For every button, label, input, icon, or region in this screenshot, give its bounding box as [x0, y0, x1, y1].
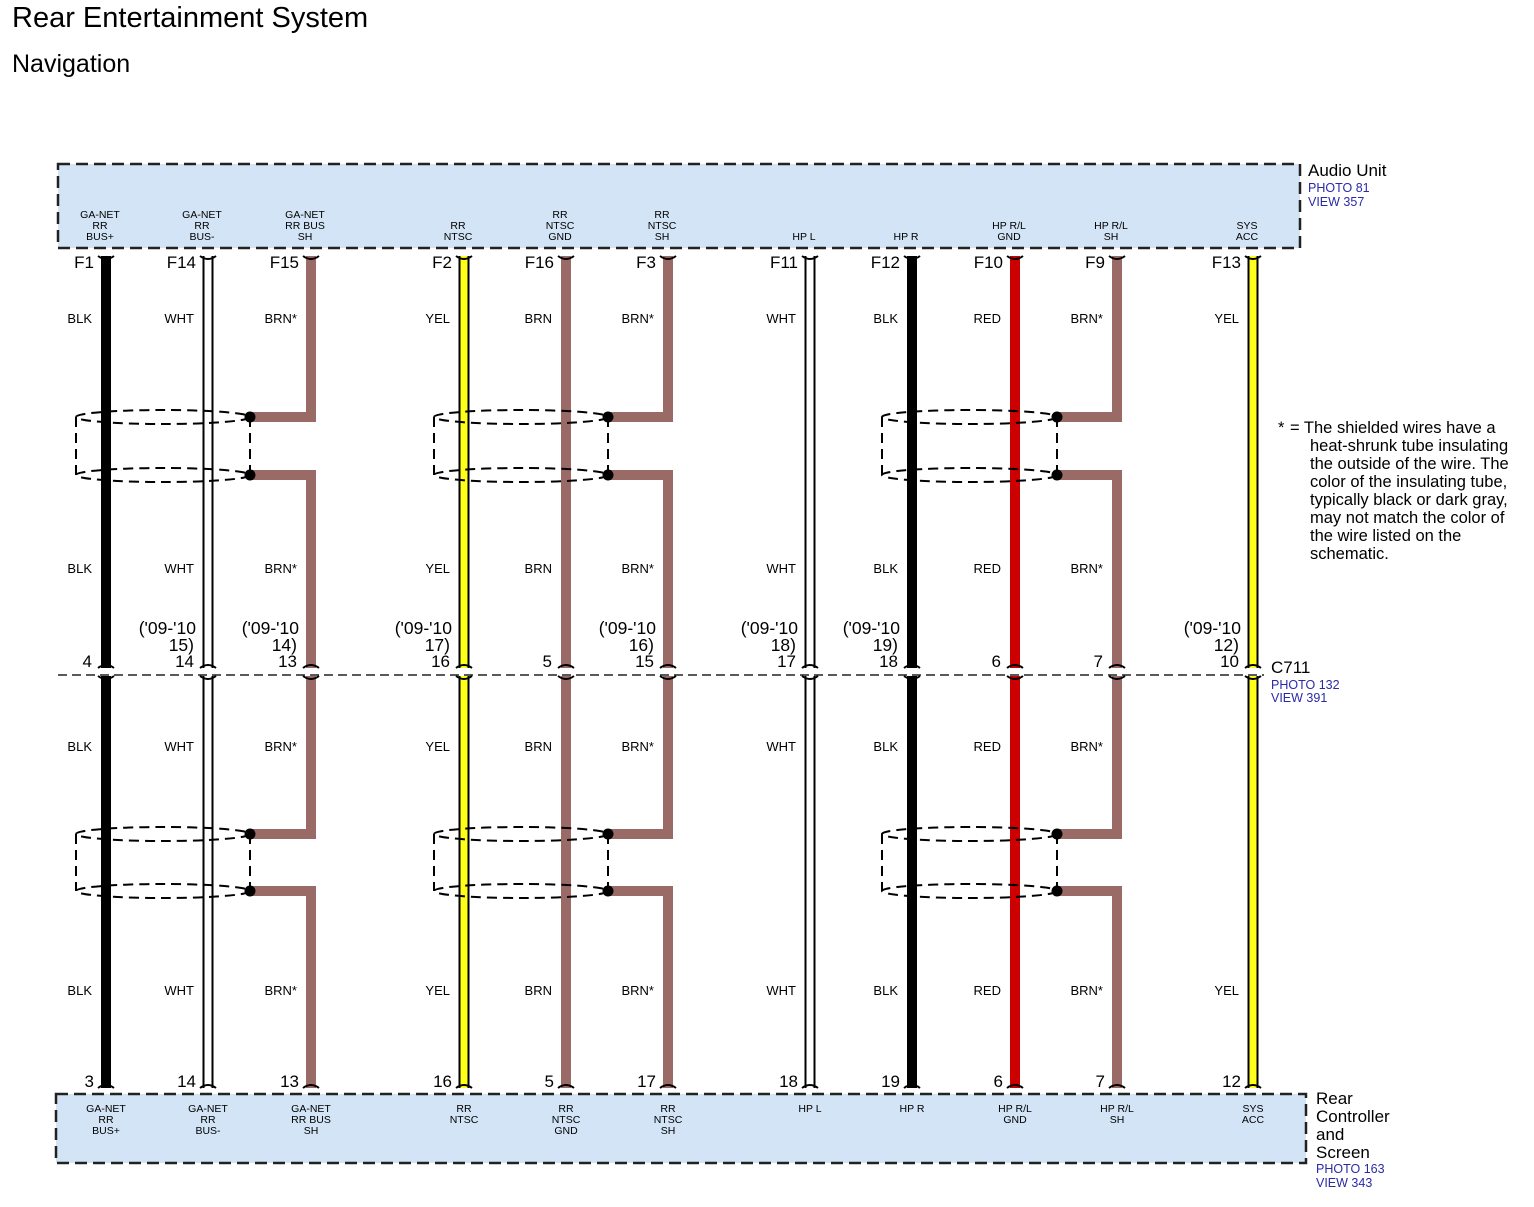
top-function-label: NTSC	[545, 220, 575, 232]
shield-drain-dot	[603, 886, 614, 897]
c711-pin-label: 5	[542, 652, 552, 671]
bottom-pin-label: 18	[779, 1072, 798, 1091]
c711-year-label: 18)	[770, 635, 796, 655]
top-function-label: BUS+	[86, 231, 114, 243]
bottom-function-label: RR	[660, 1103, 676, 1115]
wire-color-label: WHT	[164, 983, 194, 998]
top-function-label: HP R/L	[992, 220, 1026, 232]
top-pin-label: F1	[74, 253, 94, 272]
top-function-label: BUS-	[189, 231, 215, 243]
wire-color-label: BLK	[67, 561, 92, 576]
rear-controller-name-line-2: Controller	[1316, 1107, 1390, 1126]
top-function-label: RR	[92, 220, 108, 232]
top-pin-label: F10	[973, 253, 1003, 272]
wire-color-label: BRN	[524, 311, 552, 326]
bottom-pin-label: 6	[993, 1072, 1003, 1091]
wire-color-label: YEL	[425, 739, 450, 754]
wire-color-label: WHT	[164, 311, 194, 326]
bottom-function-label: HP R/L	[998, 1103, 1032, 1115]
c711-pin-label: 18	[879, 652, 898, 671]
top-function-label: SYS	[1236, 220, 1258, 232]
top-function-label: GND	[997, 231, 1021, 243]
c711-year-label: 17)	[424, 635, 450, 655]
c711-year-label: ('09-'10	[241, 618, 299, 638]
wire-color-label: BRN	[524, 983, 552, 998]
top-pin-label: F13	[1211, 253, 1241, 272]
c711-year-label: 15)	[168, 635, 194, 655]
wire-color-label: YEL	[1214, 983, 1239, 998]
top-function-label: NTSC	[443, 231, 473, 243]
bottom-function-label: NTSC	[653, 1114, 683, 1126]
wire-brn	[250, 676, 311, 834]
note-text: = The shielded wires have a heat-shrunk tube insulating the outside of the wire. The color of the insulating tube, typically black or dark gray, may not match the color of the wire listed on the schematic.	[1290, 419, 1509, 563]
wire-color-label: YEL	[1214, 311, 1239, 326]
wire-color-label: BRN*	[264, 561, 297, 576]
wire-color-label: WHT	[766, 561, 796, 576]
top-function-label: RR	[194, 220, 210, 232]
top-function-label: GA-NET	[182, 209, 222, 221]
bottom-function-label: GND	[554, 1125, 578, 1137]
shield-drain-dot	[245, 829, 256, 840]
note-marker: *	[1278, 419, 1285, 437]
top-function-label: GND	[548, 231, 572, 243]
shielded-wire-note	[1278, 419, 1528, 563]
shield-drain-dot	[1052, 412, 1063, 423]
wire-color-label: BRN*	[264, 311, 297, 326]
wire-color-label: BRN*	[1070, 561, 1103, 576]
c711-photo-link[interactable]: PHOTO 132	[1271, 678, 1340, 692]
c711-pin-label: 15	[635, 652, 654, 671]
bottom-function-label: GA-NET	[188, 1103, 228, 1115]
wire-brn	[250, 256, 311, 417]
bottom-pin-label: 5	[544, 1072, 554, 1091]
top-pin-label: F16	[524, 253, 554, 272]
wire-color-label: RED	[973, 311, 1001, 326]
shield-drain-dot	[603, 829, 614, 840]
bottom-function-label: RR	[558, 1103, 574, 1115]
bottom-function-label: RR	[200, 1114, 216, 1126]
rear-controller-view-link[interactable]: VIEW 343	[1316, 1176, 1373, 1190]
wire-color-label: BRN*	[621, 561, 654, 576]
wire-color-label: BLK	[67, 311, 92, 326]
wire-color-label: BLK	[67, 983, 92, 998]
c711-year-label: ('09-'10	[598, 618, 656, 638]
c711-pin-label: 13	[278, 652, 297, 671]
top-function-label: SH	[1103, 231, 1119, 243]
bottom-function-label: GA-NET	[86, 1103, 126, 1115]
top-function-label: RR	[654, 209, 670, 221]
c711-year-label: ('09-'10	[740, 618, 798, 638]
wire-color-label: BRN	[524, 561, 552, 576]
c711-name: C711	[1271, 658, 1311, 677]
wire-color-label: BRN*	[1070, 739, 1103, 754]
c711-year-label: ('09-'10	[394, 618, 452, 638]
top-function-label: GA-NET	[80, 209, 120, 221]
top-pin-label: F2	[432, 253, 452, 272]
bottom-function-label: ACC	[1241, 1114, 1265, 1126]
bottom-function-label: NTSC	[449, 1114, 479, 1126]
top-pin-label: F15	[269, 253, 299, 272]
c711-year-label: ('09-'10	[138, 618, 196, 638]
c711-year-label: 14)	[271, 635, 297, 655]
wire-color-label: YEL	[425, 561, 450, 576]
bottom-function-label: HP R	[899, 1103, 925, 1115]
top-pin-label: F11	[769, 253, 798, 272]
bottom-pin-label: 3	[84, 1072, 94, 1091]
c711-year-label: ('09-'10	[1183, 618, 1241, 638]
c711-pin-label: 4	[82, 652, 92, 671]
wire-color-label: YEL	[425, 983, 450, 998]
c711-pin-label: 16	[431, 652, 450, 671]
top-pin-label: F14	[166, 253, 196, 272]
top-function-label: HP R/L	[1094, 220, 1128, 232]
shield-drain-dot	[1052, 470, 1063, 481]
wire-color-label: WHT	[164, 739, 194, 754]
bottom-pin-label: 7	[1095, 1072, 1105, 1091]
audio-unit-view-link[interactable]: VIEW 357	[1308, 195, 1365, 209]
rear-controller-name-line-4: Screen	[1316, 1143, 1370, 1162]
c711-year-label: 16)	[628, 635, 654, 655]
top-pin-label: F3	[636, 253, 656, 272]
bottom-function-label: BUS+	[92, 1125, 120, 1137]
page-subtitle: Navigation	[12, 50, 131, 78]
bottom-function-label: HP L	[798, 1103, 822, 1115]
wire-color-label: WHT	[766, 739, 796, 754]
wire-color-label: WHT	[164, 561, 194, 576]
bottom-pin-label: 14	[177, 1072, 196, 1091]
wire-color-label: BLK	[873, 739, 898, 754]
wire-brn	[1057, 256, 1117, 417]
wire-color-label: BRN*	[264, 739, 297, 754]
top-function-label: NTSC	[647, 220, 677, 232]
c711-pin-label: 7	[1093, 652, 1103, 671]
shield-drain-dot	[1052, 829, 1063, 840]
wire-color-label: BLK	[67, 739, 92, 754]
top-pin-label: F12	[870, 253, 900, 272]
bottom-pin-label: 17	[637, 1072, 656, 1091]
top-function-label: SH	[297, 231, 313, 243]
c711-year-label: ('09-'10	[842, 618, 900, 638]
bottom-function-label: SH	[660, 1125, 676, 1137]
bottom-function-label: GA-NET	[291, 1103, 331, 1115]
c711-pin-label: 10	[1220, 652, 1239, 671]
top-function-label: RR BUS	[285, 220, 325, 232]
audio-unit-photo-link[interactable]: PHOTO 81	[1308, 181, 1370, 195]
bottom-pin-label: 12	[1222, 1072, 1241, 1091]
wire-color-label: BRN*	[264, 983, 297, 998]
wire-color-label: BLK	[873, 561, 898, 576]
rear-controller-name-line-1: Rear	[1316, 1089, 1353, 1108]
top-function-label: HP L	[792, 231, 816, 243]
shield-drain-dot	[245, 886, 256, 897]
top-function-label: RR	[552, 209, 568, 221]
c711-pin-label: 17	[777, 652, 796, 671]
top-function-label: SH	[654, 231, 670, 243]
bottom-function-label: RR BUS	[291, 1114, 331, 1126]
rear-controller-name-line-3: and	[1316, 1125, 1345, 1144]
c711-year-label: 19)	[872, 635, 898, 655]
c711-pin-label: 14	[175, 652, 194, 671]
shield-drain-dot	[245, 470, 256, 481]
bottom-function-label: HP R/L	[1100, 1103, 1134, 1115]
shield-drain-dot	[603, 470, 614, 481]
shield-drain-dot	[1052, 886, 1063, 897]
wire-brn	[608, 676, 668, 834]
c711-view-link[interactable]: VIEW 391	[1271, 691, 1328, 705]
wire-brn	[1057, 676, 1117, 834]
bottom-function-label: RR	[98, 1114, 114, 1126]
wire-color-label: BRN	[524, 739, 552, 754]
shield-drain-dot	[603, 412, 614, 423]
wire-color-label: RED	[973, 739, 1001, 754]
bottom-function-label: BUS-	[195, 1125, 221, 1137]
wire-color-label: BRN*	[1070, 983, 1103, 998]
c711-year-label: 12)	[1213, 635, 1239, 655]
top-pin-label: F9	[1085, 253, 1105, 272]
top-function-label: GA-NET	[285, 209, 325, 221]
page-title: Rear Entertainment System	[12, 2, 369, 34]
wire-color-label: BRN*	[621, 311, 654, 326]
bottom-function-label: GND	[1003, 1114, 1027, 1126]
bottom-pin-label: 13	[280, 1072, 299, 1091]
audio-unit-name: Audio Unit	[1308, 161, 1387, 180]
wire-color-label: BRN*	[621, 739, 654, 754]
wire-color-label: WHT	[766, 311, 796, 326]
wire-color-label: YEL	[425, 311, 450, 326]
bottom-function-label: SH	[1109, 1114, 1125, 1126]
wire-color-label: WHT	[766, 983, 796, 998]
wire-color-label: RED	[973, 983, 1001, 998]
bottom-function-label: SYS	[1242, 1103, 1264, 1115]
wire-color-label: BRN*	[621, 983, 654, 998]
wire-color-label: BRN*	[1070, 311, 1103, 326]
top-function-label: HP R	[893, 231, 919, 243]
c711-pin-label: 6	[991, 652, 1001, 671]
bottom-pin-label: 16	[433, 1072, 452, 1091]
wire-color-label: BLK	[873, 311, 898, 326]
bottom-pin-label: 19	[881, 1072, 900, 1091]
bottom-function-label: SH	[303, 1125, 319, 1137]
wire-color-label: RED	[973, 561, 1001, 576]
wire-brn	[608, 256, 668, 417]
bottom-function-label: NTSC	[551, 1114, 581, 1126]
rear-controller-photo-link[interactable]: PHOTO 163	[1316, 1162, 1385, 1176]
bottom-function-label: RR	[456, 1103, 472, 1115]
top-function-label: RR	[450, 220, 466, 232]
wire-color-label: BLK	[873, 983, 898, 998]
top-function-label: ACC	[1235, 231, 1259, 243]
shield-drain-dot	[245, 412, 256, 423]
